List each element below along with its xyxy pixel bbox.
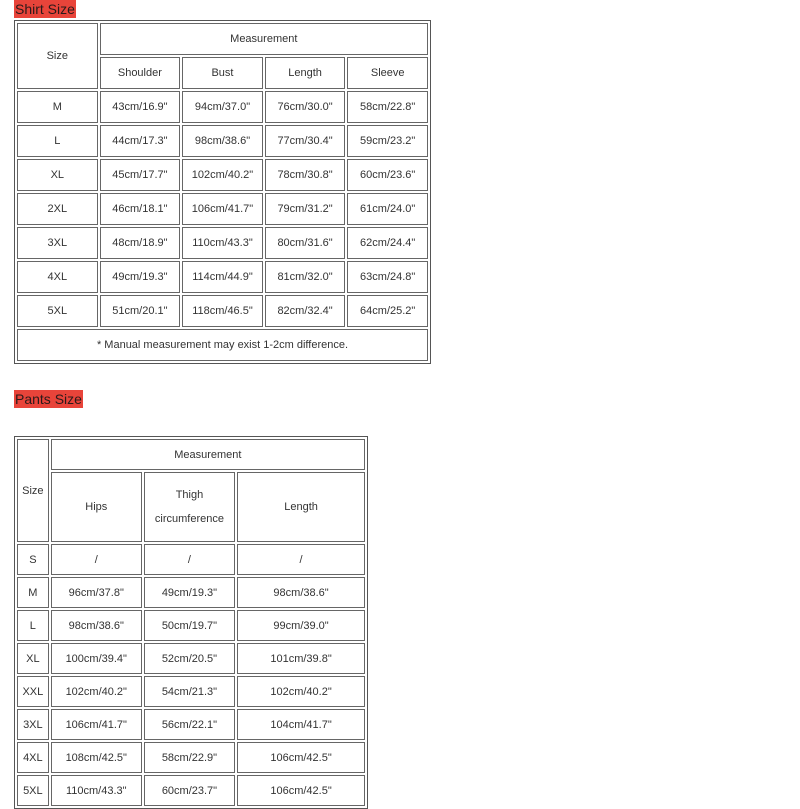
table-cell: 99cm/39.0" [237,610,365,641]
pants-size-title: Pants Size [15,391,82,407]
size-cell: 4XL [17,742,49,773]
size-cell: 5XL [17,775,49,806]
table-row [17,544,365,575]
table-cell: 56cm/22.1" [144,709,235,740]
table-cell: 64cm/25.2" [347,295,428,327]
pants-size-table [14,436,368,809]
table-cell: 106cm/42.5" [237,742,365,773]
shirt-size-title: Shirt Size [15,1,75,17]
shirt-size-table [14,20,431,364]
table-cell: 96cm/37.8" [51,577,142,608]
table-row [17,775,365,806]
size-cell: XL [17,643,49,674]
table-cell: 80cm/31.6" [265,227,346,259]
table-cell: 106cm/41.7" [182,193,263,225]
shirt-col-shoulder: Shoulder [100,57,181,89]
table-cell: 59cm/23.2" [347,125,428,157]
pants-size-header: Size [17,439,49,542]
pants-col-hips: Hips [51,472,142,542]
table-cell: 62cm/24.4" [347,227,428,259]
table-cell: / [144,544,235,575]
shirt-col-sleeve: Sleeve [347,57,428,89]
table-cell: 79cm/31.2" [265,193,346,225]
table-cell: 100cm/39.4" [51,643,142,674]
size-cell: 2XL [17,193,98,225]
table-row [17,643,365,674]
table-cell: 98cm/38.6" [237,577,365,608]
table-cell: 49cm/19.3" [144,577,235,608]
table-row [17,125,428,157]
shirt-header-row [17,23,428,55]
table-cell: 106cm/42.5" [237,775,365,806]
table-row [17,610,365,641]
table-cell: 49cm/19.3" [100,261,181,293]
pants-col-length: Length [237,472,365,542]
table-cell: 50cm/19.7" [144,610,235,641]
pants-subheader-row [17,472,365,542]
table-cell: 76cm/30.0" [265,91,346,123]
table-cell: 45cm/17.7" [100,159,181,191]
table-cell: 106cm/41.7" [51,709,142,740]
table-cell: 48cm/18.9" [100,227,181,259]
table-row [17,295,428,327]
shirt-measurement-header: Measurement [100,23,428,55]
table-cell: 94cm/37.0" [182,91,263,123]
pants-header-row [17,439,365,470]
shirt-size-header: Size [17,23,98,89]
table-row [17,193,428,225]
size-cell: S [17,544,49,575]
size-cell: 4XL [17,261,98,293]
table-cell: 51cm/20.1" [100,295,181,327]
size-cell: XXL [17,676,49,707]
size-cell: XL [17,159,98,191]
table-row [17,742,365,773]
table-cell: 54cm/21.3" [144,676,235,707]
table-cell: 118cm/46.5" [182,295,263,327]
table-cell: 110cm/43.3" [182,227,263,259]
table-cell: / [51,544,142,575]
size-cell: L [17,610,49,641]
shirt-col-length: Length [265,57,346,89]
size-cell: 3XL [17,227,98,259]
table-cell: 102cm/40.2" [237,676,365,707]
table-row [17,577,365,608]
size-cell: L [17,125,98,157]
size-cell: 3XL [17,709,49,740]
shirt-col-bust: Bust [182,57,263,89]
table-cell: 43cm/16.9" [100,91,181,123]
table-cell: 44cm/17.3" [100,125,181,157]
table-row [17,676,365,707]
table-cell: 102cm/40.2" [182,159,263,191]
measurement-note: * Manual measurement may exist 1-2cm difference. [17,329,428,361]
table-cell: 63cm/24.8" [347,261,428,293]
table-cell: 46cm/18.1" [100,193,181,225]
table-row [17,261,428,293]
table-row [17,227,428,259]
table-row [17,709,365,740]
table-cell: 52cm/20.5" [144,643,235,674]
pants-measurement-header: Measurement [51,439,365,470]
table-cell: 101cm/39.8" [237,643,365,674]
size-cell: 5XL [17,295,98,327]
table-cell: 61cm/24.0" [347,193,428,225]
table-cell: 78cm/30.8" [265,159,346,191]
table-cell: 58cm/22.8" [347,91,428,123]
table-row [17,91,428,123]
table-cell: / [237,544,365,575]
table-cell: 77cm/30.4" [265,125,346,157]
size-cell: M [17,91,98,123]
pants-col-thigh: Thigh circumference [144,472,235,542]
shirt-note-row [17,329,428,361]
size-cell: M [17,577,49,608]
table-cell: 82cm/32.4" [265,295,346,327]
table-row [17,159,428,191]
table-cell: 60cm/23.7" [144,775,235,806]
table-cell: 98cm/38.6" [182,125,263,157]
table-cell: 81cm/32.0" [265,261,346,293]
table-cell: 114cm/44.9" [182,261,263,293]
table-cell: 58cm/22.9" [144,742,235,773]
table-cell: 98cm/38.6" [51,610,142,641]
table-cell: 104cm/41.7" [237,709,365,740]
table-cell: 60cm/23.6" [347,159,428,191]
table-cell: 110cm/43.3" [51,775,142,806]
table-cell: 108cm/42.5" [51,742,142,773]
table-cell: 102cm/40.2" [51,676,142,707]
